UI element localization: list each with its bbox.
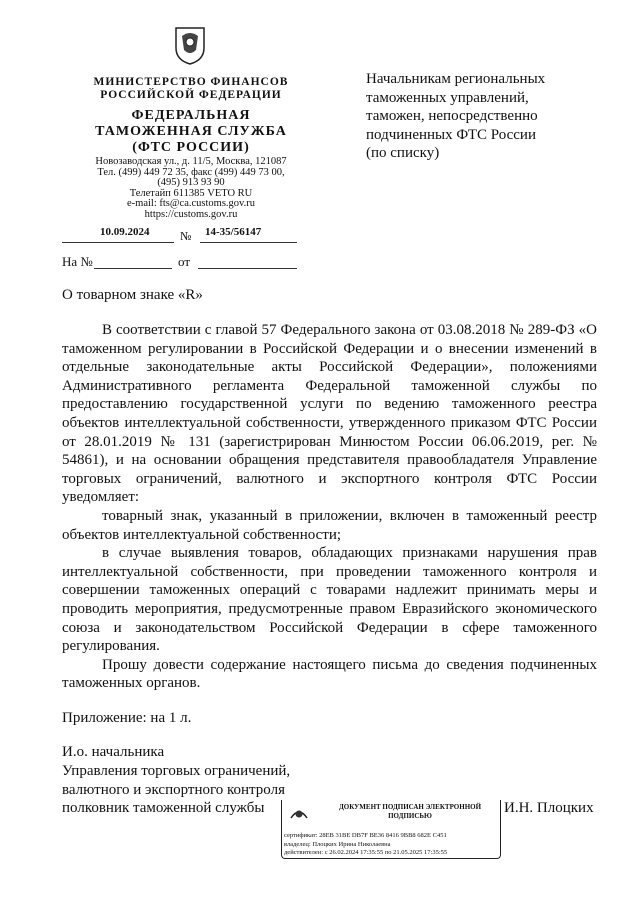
ref-from-label: от [178, 254, 191, 269]
service-name [60, 108, 322, 156]
stamp-title: ДОКУМЕНТ ПОДПИСАН ЭЛЕКТРОННОЙ ПОДПИСЬЮ [338, 803, 482, 821]
signatory-line: И.о. начальника [62, 744, 165, 761]
signatory-line: Управления торговых ограничений, [62, 763, 291, 780]
service-line: ТАМОЖЕННАЯ СЛУЖБА [95, 124, 287, 139]
stamp-owner: владелец: Плоцких Ирина Николаевна [284, 840, 391, 848]
addressee-line: таможенных управлений, [366, 89, 529, 106]
address-line: (495) 913 93 90 [157, 177, 225, 188]
address-line: Телетайп 611385 VETO RU [129, 187, 253, 199]
address-line: Новозаводская ул., д. 11/5, Москва, 121087 [95, 156, 287, 167]
attachment-note: Приложение: на 1 л. [62, 709, 192, 726]
body-paragraph: в случае выявления товаров, обладающих признаками нарушения прав интеллектуальной собственности, при проведении таможенного контроля и совершении таможенных операций с товарами надлежит принимать меры и проводить мероприятия, предусмотренные правом Евразийского экономического союза и законодательством Российской Федерации в сфере таможенного регулирования. [62, 545, 597, 655]
body-paragraph: товарный знак, указанный в приложении, включен в таможенный реестр объектов интеллектуальной собственности; [62, 507, 597, 543]
address-line: Тел. (499) 449 72 35, факс (499) 449 73 00, [97, 166, 285, 178]
signatory-name: И.Н. Плоцких [504, 800, 594, 817]
addressee-line: таможен, непосредственно [366, 108, 538, 124]
stamp-validity: действителен: с 26.02.2024 17:35:55 по 21.05.2025 17:35:55 [284, 849, 448, 857]
body-paragraph: Прошу довести содержание настоящего письма до сведения подчиненных таможенных органов. [62, 656, 597, 692]
addressee-line: подчиненных ФТС России [366, 126, 536, 143]
ref-number-label: На № [62, 254, 93, 269]
addressee-line: (по списку) [366, 145, 440, 161]
contact-address [60, 157, 322, 220]
letter-content [62, 321, 597, 858]
body-paragraph: В соответствии с главой 57 Федерального закона от 03.08.2018 № 289-ФЗ «О таможенном регулировании в Российской Федерации и о внесении изменений в отдельные законодательные акты Российской Федерации», положениями Административного регламента Федеральной таможенной службы по предоставлению государственной услуги по ведению таможенного реестра объектов интеллектуальной собственности, утвержденного приказом ФТС России от 28.01.2019 № 131 (зарегистрирован Минюстом России 06.06.2019, рег. № 54861), и на основании обращения представителя правообладателя Управление торговых ограничений, валютного и экспортного контроля ФТС России уведомляет: [62, 322, 597, 506]
letter-body [62, 321, 597, 693]
service-line: (ФТС РОССИИ) [132, 140, 250, 155]
stamp-certificate: сертификат: 28EB 31BE DB7F BE36 8416 9BB8 682E C451 [284, 832, 447, 840]
address-line: e-mail: fts@ca.customs.gov.ru [127, 198, 255, 209]
coat-of-arms-emblem [170, 22, 210, 66]
ministry-line: МИНИСТЕРСТВО ФИНАНСОВ [93, 76, 289, 88]
ministry-line: РОССИЙСКОЙ ФЕДЕРАЦИИ [100, 89, 282, 101]
letter-number: 14-35/56147 [205, 226, 262, 238]
addressee-line: Начальникам региональных [366, 71, 546, 87]
signatory-line: полковник таможенной службы [62, 800, 265, 817]
address-line: https://customs.gov.ru [144, 208, 238, 220]
ministry-name [60, 76, 322, 102]
signatory-line: валютного и экспортного контроля [62, 781, 285, 798]
addressee [366, 70, 616, 163]
letter-date: 10.09.2024 [100, 226, 150, 238]
service-line: ФЕДЕРАЛЬНАЯ [131, 108, 251, 123]
signatory-title [62, 743, 597, 857]
letter-subject: О товарном знаке «R» [62, 287, 203, 303]
emblem-icon [288, 806, 310, 824]
number-label: № [180, 229, 192, 243]
electronic-signature-stamp [281, 800, 501, 859]
